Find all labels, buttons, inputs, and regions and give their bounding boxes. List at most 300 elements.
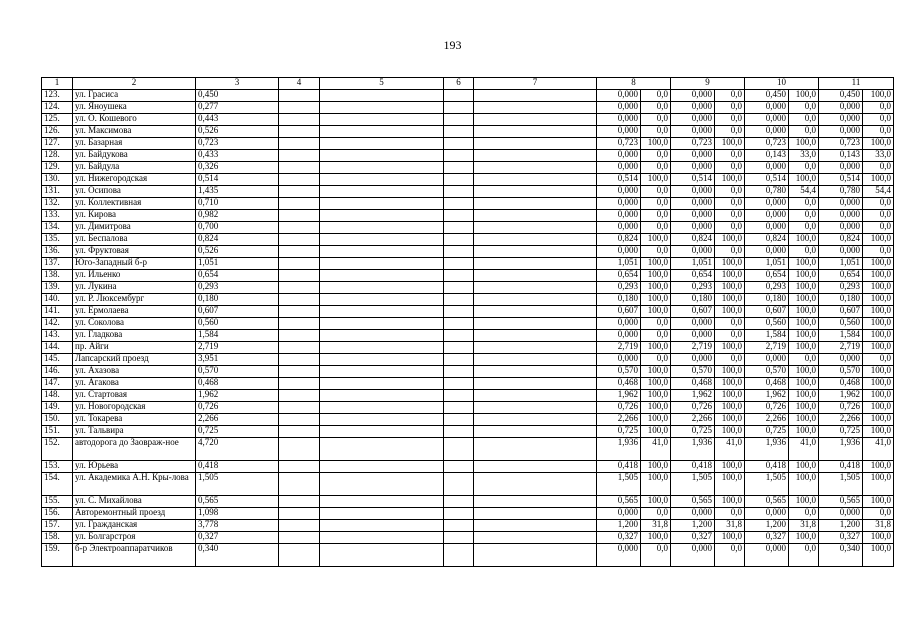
table-cell: 100,0 (641, 234, 671, 246)
column-header: 7 (474, 78, 597, 90)
street-name: ул. Тальвира (73, 426, 196, 438)
table-row (42, 126, 894, 138)
table-cell: 2,719 (671, 342, 715, 354)
table-cell: 0,000 (671, 210, 715, 222)
table-cell: 0,000 (597, 114, 641, 126)
table-cell (474, 473, 597, 496)
table-cell (444, 138, 474, 150)
table-cell: 0,468 (597, 378, 641, 390)
table-cell (444, 461, 474, 473)
table-cell (279, 210, 320, 222)
table-row (42, 270, 894, 282)
table-cell: 1,584 (745, 330, 789, 342)
table-cell: 0,0 (789, 210, 819, 222)
table-cell (279, 414, 320, 426)
table-cell: 100,0 (789, 234, 819, 246)
street-name: ул. Байдула (73, 162, 196, 174)
table-cell (320, 354, 444, 366)
table-cell: 0,0 (641, 126, 671, 138)
table-cell: 0,443 (196, 114, 279, 126)
table-cell: 0,000 (597, 508, 641, 520)
table-cell: 0,565 (597, 496, 641, 508)
table-cell: 0,514 (671, 174, 715, 186)
table-cell (474, 390, 597, 402)
table-cell: 0,000 (819, 162, 863, 174)
table-cell: 1,051 (671, 258, 715, 270)
table-cell (444, 258, 474, 270)
table-row (42, 186, 894, 198)
table-cell: 0,0 (641, 186, 671, 198)
table-cell: 0,143 (745, 150, 789, 162)
table-cell: 0,000 (671, 102, 715, 114)
table-cell: 0,327 (745, 532, 789, 544)
table-cell (320, 473, 444, 496)
table-cell (320, 222, 444, 234)
table-cell: 100,0 (789, 282, 819, 294)
table-row (42, 414, 894, 426)
street-name: ул. Лукина (73, 282, 196, 294)
table-cell: 0,982 (196, 210, 279, 222)
table-cell (474, 402, 597, 414)
table-cell: 2,266 (819, 414, 863, 426)
table-cell: 0,340 (196, 544, 279, 567)
table-cell: 0,0 (715, 508, 745, 520)
table-cell (474, 366, 597, 378)
table-cell: 0,0 (641, 246, 671, 258)
table-cell (444, 210, 474, 222)
table-cell: 0,0 (641, 508, 671, 520)
table-cell: 2,266 (597, 414, 641, 426)
row-number: 131. (42, 186, 73, 198)
table-cell (444, 378, 474, 390)
table-row (42, 198, 894, 210)
table-cell: 100,0 (863, 138, 894, 150)
table-cell (474, 461, 597, 473)
table-cell: 100,0 (863, 330, 894, 342)
street-name: ул. Академика А.Н. Кры-лова (73, 473, 196, 496)
table-cell (444, 402, 474, 414)
table-cell (474, 508, 597, 520)
table-cell: 0,000 (745, 222, 789, 234)
table-cell (444, 508, 474, 520)
table-cell: 0,723 (819, 138, 863, 150)
row-number: 124. (42, 102, 73, 114)
table-cell: 0,0 (715, 198, 745, 210)
table-cell: 0,000 (671, 222, 715, 234)
table-cell: 100,0 (715, 461, 745, 473)
table-cell: 0,277 (196, 102, 279, 114)
table-cell (279, 390, 320, 402)
table-cell: 0,824 (597, 234, 641, 246)
table-cell (320, 390, 444, 402)
table-cell: 100,0 (715, 426, 745, 438)
street-name: ул. Фруктовая (73, 246, 196, 258)
table-cell: 0,0 (715, 210, 745, 222)
table-cell: 0,000 (597, 186, 641, 198)
table-cell: 0,0 (715, 90, 745, 102)
table-cell (474, 174, 597, 186)
table-cell: 0,0 (641, 318, 671, 330)
table-cell (320, 150, 444, 162)
row-number: 150. (42, 414, 73, 426)
table-cell (444, 234, 474, 246)
table-cell: 0,000 (597, 198, 641, 210)
table-cell: 0,000 (671, 90, 715, 102)
table-cell (279, 438, 320, 461)
table-cell: 0,780 (745, 186, 789, 198)
table-cell (279, 318, 320, 330)
table-cell: 41,0 (641, 438, 671, 461)
table-cell (320, 544, 444, 567)
table-cell: 0,0 (641, 114, 671, 126)
table-cell: 0,560 (745, 318, 789, 330)
table-cell: 100,0 (641, 138, 671, 150)
table-cell (279, 150, 320, 162)
row-number: 148. (42, 390, 73, 402)
table-row (42, 318, 894, 330)
table-cell (279, 90, 320, 102)
table-cell: 0,0 (789, 246, 819, 258)
table-cell: 0,327 (671, 532, 715, 544)
table-cell: 1,051 (597, 258, 641, 270)
table-cell: 0,780 (819, 186, 863, 198)
table-cell: 0,0 (789, 162, 819, 174)
table-cell: 0,000 (671, 126, 715, 138)
table-cell: 41,0 (789, 438, 819, 461)
table-cell: 0,725 (597, 426, 641, 438)
table-cell: 0,180 (671, 294, 715, 306)
table-cell: 100,0 (789, 378, 819, 390)
table-cell: 2,719 (819, 342, 863, 354)
table-cell (444, 270, 474, 282)
table-cell: 0,0 (863, 162, 894, 174)
table-cell: 100,0 (641, 426, 671, 438)
table-cell: 100,0 (863, 306, 894, 318)
table-cell: 0,418 (597, 461, 641, 473)
table-cell: 100,0 (789, 496, 819, 508)
street-name: Юго-Западный б-р (73, 258, 196, 270)
table-cell (474, 306, 597, 318)
table-cell (444, 496, 474, 508)
table-cell: 100,0 (863, 90, 894, 102)
table-cell (279, 330, 320, 342)
street-name: пр. Айги (73, 342, 196, 354)
table-cell (474, 150, 597, 162)
table-cell: 100,0 (641, 282, 671, 294)
table-cell: 0,514 (196, 174, 279, 186)
table-cell (474, 318, 597, 330)
table-cell (474, 270, 597, 282)
table-cell: 100,0 (789, 90, 819, 102)
table-row (42, 390, 894, 402)
table-row (42, 438, 894, 461)
table-cell: 100,0 (641, 270, 671, 282)
table-cell (279, 426, 320, 438)
street-name: ул. Новогородская (73, 402, 196, 414)
table-cell: 0,000 (745, 126, 789, 138)
table-cell: 100,0 (789, 473, 819, 496)
table-cell: 100,0 (789, 342, 819, 354)
table-cell: 0,725 (196, 426, 279, 438)
table-cell: 0,570 (819, 366, 863, 378)
table-cell: 1,584 (819, 330, 863, 342)
table-cell: 100,0 (641, 473, 671, 496)
table-cell: 0,0 (715, 126, 745, 138)
table-cell (474, 330, 597, 342)
table-cell (320, 162, 444, 174)
street-name: ул. Соколова (73, 318, 196, 330)
table-cell (320, 138, 444, 150)
table-cell: 0,450 (196, 90, 279, 102)
table-cell: 100,0 (641, 402, 671, 414)
table-cell: 0,000 (671, 186, 715, 198)
table-cell (279, 342, 320, 354)
table-cell: 100,0 (863, 270, 894, 282)
table-cell: 0,607 (196, 306, 279, 318)
table-cell: 1,435 (196, 186, 279, 198)
row-number: 147. (42, 378, 73, 390)
table-cell: 0,0 (715, 186, 745, 198)
row-number: 141. (42, 306, 73, 318)
table-cell: 0,607 (745, 306, 789, 318)
table-cell (444, 222, 474, 234)
row-number: 139. (42, 282, 73, 294)
table-cell: 0,0 (641, 210, 671, 222)
table-cell: 100,0 (715, 234, 745, 246)
street-name: ул. Гладкова (73, 330, 196, 342)
table-cell (279, 366, 320, 378)
table-cell (320, 294, 444, 306)
table-cell: 1,505 (597, 473, 641, 496)
table-cell: 0,000 (745, 544, 789, 567)
street-name: ул. О. Кошевого (73, 114, 196, 126)
street-name: ул. Беспалова (73, 234, 196, 246)
table-cell: 54,4 (789, 186, 819, 198)
table-cell: 0,514 (819, 174, 863, 186)
table-cell (320, 318, 444, 330)
table-cell: 1,505 (745, 473, 789, 496)
table-cell: 0,293 (745, 282, 789, 294)
table-cell: 2,719 (597, 342, 641, 354)
table-cell: 0,0 (715, 246, 745, 258)
table-row (42, 544, 894, 567)
table-cell: 0,0 (863, 198, 894, 210)
table-cell: 0,468 (671, 378, 715, 390)
table-cell: 1,936 (819, 438, 863, 461)
table-cell (444, 473, 474, 496)
table-cell (320, 520, 444, 532)
table-cell (444, 354, 474, 366)
table-cell (279, 114, 320, 126)
table-cell: 0,0 (789, 544, 819, 567)
row-number: 125. (42, 114, 73, 126)
table-cell: 0,000 (597, 318, 641, 330)
table-cell: 0,570 (196, 366, 279, 378)
row-number: 143. (42, 330, 73, 342)
table-cell: 33,0 (863, 150, 894, 162)
table-cell (444, 246, 474, 258)
table-cell: 0,000 (745, 114, 789, 126)
table-cell: 100,0 (641, 532, 671, 544)
street-name: ул. Гражданская (73, 520, 196, 532)
table-cell: 100,0 (863, 258, 894, 270)
row-number: 129. (42, 162, 73, 174)
table-cell (320, 186, 444, 198)
table-cell: 0,340 (819, 544, 863, 567)
table-cell (320, 198, 444, 210)
table-cell: 100,0 (641, 258, 671, 270)
table-row (42, 426, 894, 438)
table-cell: 0,824 (671, 234, 715, 246)
table-cell: 0,000 (819, 198, 863, 210)
table-cell: 100,0 (863, 378, 894, 390)
table-cell (474, 496, 597, 508)
table-cell: 54,4 (863, 186, 894, 198)
table-cell: 41,0 (863, 438, 894, 461)
table-cell: 0,654 (597, 270, 641, 282)
table-cell: 0,726 (196, 402, 279, 414)
table-cell: 1,962 (671, 390, 715, 402)
table-cell (279, 174, 320, 186)
table-cell (279, 282, 320, 294)
table-cell (320, 438, 444, 461)
table-cell: 0,0 (863, 126, 894, 138)
table-cell (444, 330, 474, 342)
table-cell (279, 378, 320, 390)
table-row (42, 222, 894, 234)
street-name: ул. Коллективная (73, 198, 196, 210)
table-cell (444, 532, 474, 544)
table-cell (474, 246, 597, 258)
table-cell (444, 282, 474, 294)
table-cell: 0,180 (819, 294, 863, 306)
table-cell: 0,725 (671, 426, 715, 438)
row-number: 149. (42, 402, 73, 414)
table-cell (320, 126, 444, 138)
row-number: 128. (42, 150, 73, 162)
column-header: 5 (320, 78, 444, 90)
street-name: ул. Байдукова (73, 150, 196, 162)
table-cell: 0,726 (819, 402, 863, 414)
table-cell: 1,962 (819, 390, 863, 402)
table-cell (279, 496, 320, 508)
street-name: ул. Агакова (73, 378, 196, 390)
row-number: 126. (42, 126, 73, 138)
table-cell (444, 544, 474, 567)
street-name: Лапсарский проезд (73, 354, 196, 366)
table-cell: 1,051 (196, 258, 279, 270)
table-cell: 0,000 (745, 354, 789, 366)
table-row (42, 138, 894, 150)
table-cell (444, 114, 474, 126)
table-cell: 0,723 (745, 138, 789, 150)
column-header: 1 (42, 78, 73, 90)
table-row (42, 258, 894, 270)
column-header: 8 (597, 78, 671, 90)
table-cell: 100,0 (715, 258, 745, 270)
table-cell: 0,607 (597, 306, 641, 318)
row-number: 123. (42, 90, 73, 102)
table-row (42, 234, 894, 246)
table-cell: 0,000 (819, 114, 863, 126)
table-cell: 100,0 (715, 306, 745, 318)
table-cell: 0,526 (196, 246, 279, 258)
table-cell: 0,0 (641, 90, 671, 102)
row-number: 158. (42, 532, 73, 544)
table-cell: 100,0 (789, 258, 819, 270)
table-row (42, 508, 894, 520)
column-header: 2 (73, 78, 196, 90)
table-cell: 4,720 (196, 438, 279, 461)
street-name: ул. Ермолаева (73, 306, 196, 318)
table-cell: 1,505 (196, 473, 279, 496)
table-cell: 100,0 (789, 318, 819, 330)
table-cell (279, 306, 320, 318)
table-cell: 31,8 (641, 520, 671, 532)
table-cell: 0,000 (597, 210, 641, 222)
table-cell: 0,824 (196, 234, 279, 246)
table-cell: 0,0 (715, 330, 745, 342)
table-cell: 1,962 (196, 390, 279, 402)
table-cell: 1,936 (597, 438, 641, 461)
table-cell: 0,0 (863, 102, 894, 114)
table-cell (474, 426, 597, 438)
table-cell: 0,607 (819, 306, 863, 318)
table-cell: 0,0 (715, 150, 745, 162)
table-cell: 0,000 (597, 354, 641, 366)
table-cell: 0,000 (597, 246, 641, 258)
table-cell: 0,418 (819, 461, 863, 473)
table-row (42, 114, 894, 126)
table-cell: 0,327 (196, 532, 279, 544)
table-cell: 0,327 (819, 532, 863, 544)
table-cell: 0,0 (715, 162, 745, 174)
page-number: 193 (443, 38, 462, 52)
table-cell (279, 354, 320, 366)
table-cell: 100,0 (863, 366, 894, 378)
table-cell: 100,0 (863, 390, 894, 402)
table-cell: 0,726 (671, 402, 715, 414)
street-name: б-р Электроаппаратчиков (73, 544, 196, 567)
table-row (42, 354, 894, 366)
table-cell (444, 102, 474, 114)
table-row (42, 210, 894, 222)
table-cell (474, 234, 597, 246)
table-cell (320, 342, 444, 354)
street-name: ул. С. Михайлова (73, 496, 196, 508)
table-cell: 0,565 (819, 496, 863, 508)
table-cell (320, 532, 444, 544)
table-cell: 0,725 (819, 426, 863, 438)
table-cell (474, 532, 597, 544)
table-cell: 100,0 (789, 330, 819, 342)
table-cell (320, 114, 444, 126)
row-number: 142. (42, 318, 73, 330)
row-number: 135. (42, 234, 73, 246)
table-cell: 2,266 (196, 414, 279, 426)
street-name: Авторемонтный проезд (73, 508, 196, 520)
table-row (42, 402, 894, 414)
table-cell (444, 318, 474, 330)
table-cell (320, 174, 444, 186)
table-cell: 0,570 (597, 366, 641, 378)
table-cell: 100,0 (641, 342, 671, 354)
table-cell (279, 461, 320, 473)
table-cell: 0,0 (641, 330, 671, 342)
table-cell (320, 258, 444, 270)
table-cell: 0,143 (819, 150, 863, 162)
table-cell (279, 102, 320, 114)
